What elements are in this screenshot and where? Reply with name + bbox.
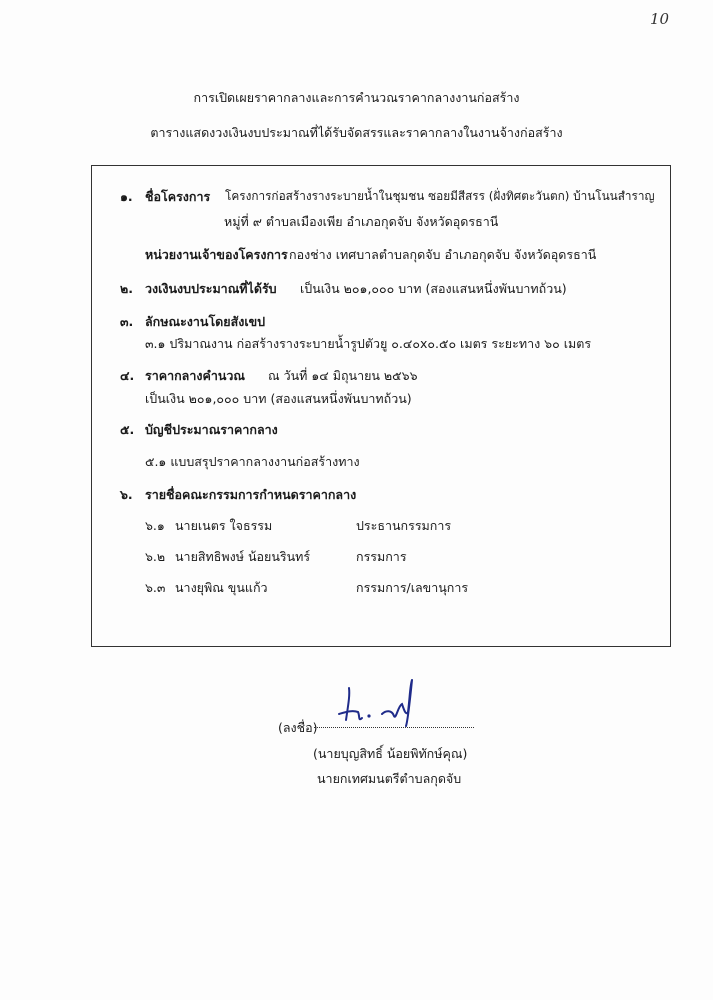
committee-member-number: ๖.๓ — [145, 580, 166, 595]
handwritten-signature — [336, 676, 426, 732]
item6-number: ๖. — [120, 487, 133, 502]
item2-number: ๒. — [120, 281, 133, 296]
item3-sub: ๓.๑ ปริมาณงาน ก่อสร้างรางระบายน้ำรูปตัวยู ๐.๔๐x๐.๕๐ เมตร ระยะทาง ๖๐ เมตร — [145, 336, 592, 351]
item4-amount: เป็นเงิน ๒๐๑,๐๐๐ บาท (สองแสนหนึ่งพันบาทถ้วน) — [145, 391, 412, 406]
committee-member-name: นางยุพิณ ขุนแก้ว — [175, 580, 268, 595]
item2-label: วงเงินงบประมาณที่ได้รับ — [145, 281, 277, 296]
item3-number: ๓. — [120, 314, 134, 329]
document-subtitle: ตารางแสดงวงเงินงบประมาณที่ได้รับจัดสรรและราคากลางในงานจ้างก่อสร้าง — [150, 125, 563, 140]
item1-project-location: หมู่ที่ ๙ ตำบลเมืองเพีย อำเภอกุดจับ จังหวัดอุดรธานี — [224, 214, 499, 229]
signer-position: นายกเทศมนตรีตำบลกุดจับ — [317, 771, 462, 786]
page-number: 10 — [650, 10, 670, 28]
item5-number: ๕. — [120, 422, 135, 437]
committee-member-role: กรรมการ — [356, 549, 407, 564]
item5-sub: ๕.๑ แบบสรุปราคากลางงานก่อสร้างทาง — [145, 454, 360, 469]
item4-date: ณ วันที่ ๑๔ มิถุนายน ๒๕๖๖ — [268, 368, 418, 383]
item3-label: ลักษณะงานโดยสังเขป — [145, 314, 266, 329]
committee-member-role: กรรมการ/เลขานุการ — [356, 580, 469, 595]
committee-member-number: ๖.๒ — [145, 549, 166, 564]
committee-member-role: ประธานกรรมการ — [356, 518, 452, 533]
item4-label: ราคากลางคำนวณ — [145, 368, 246, 383]
item1-number: ๑. — [120, 189, 133, 204]
signer-name: (นายบุญสิทธิ์ น้อยพิทักษ์คุณ) — [313, 746, 468, 761]
item1-owner-label: หน่วยงานเจ้าของโครงการ — [145, 247, 288, 262]
item6-label: รายชื่อคณะกรรมการกำหนดราคากลาง — [145, 487, 357, 502]
item1-owner-value: กองช่าง เทศบาลตำบลกุดจับ อำเภอกุดจับ จังหวัดอุดรธานี — [289, 247, 597, 262]
sign-label: (ลงชื่อ) — [278, 720, 318, 735]
item4-number: ๔. — [120, 368, 135, 383]
committee-member-name: นายเนตร ใจธรรม — [175, 518, 273, 533]
committee-member-number: ๖.๑ — [145, 518, 165, 533]
document-title: การเปิดเผยราคากลางและการคำนวณราคากลางงานก่อสร้าง — [193, 90, 520, 105]
item2-value: เป็นเงิน ๒๐๑,๐๐๐ บาท (สองแสนหนึ่งพันบาทถ้วน) — [300, 281, 567, 296]
committee-member-name: นายสิทธิพงษ์ น้อยนรินทร์ — [175, 549, 311, 564]
item5-label: บัญชีประมาณราคากลาง — [145, 422, 278, 437]
item1-label: ชื่อโครงการ — [145, 189, 211, 204]
item1-project-name: โครงการก่อสร้างรางระบายน้ำในชุมชน ซอยมีสีสรร (ฝั่งทิศตะวันตก) บ้านโนนสำราญ — [225, 189, 655, 203]
